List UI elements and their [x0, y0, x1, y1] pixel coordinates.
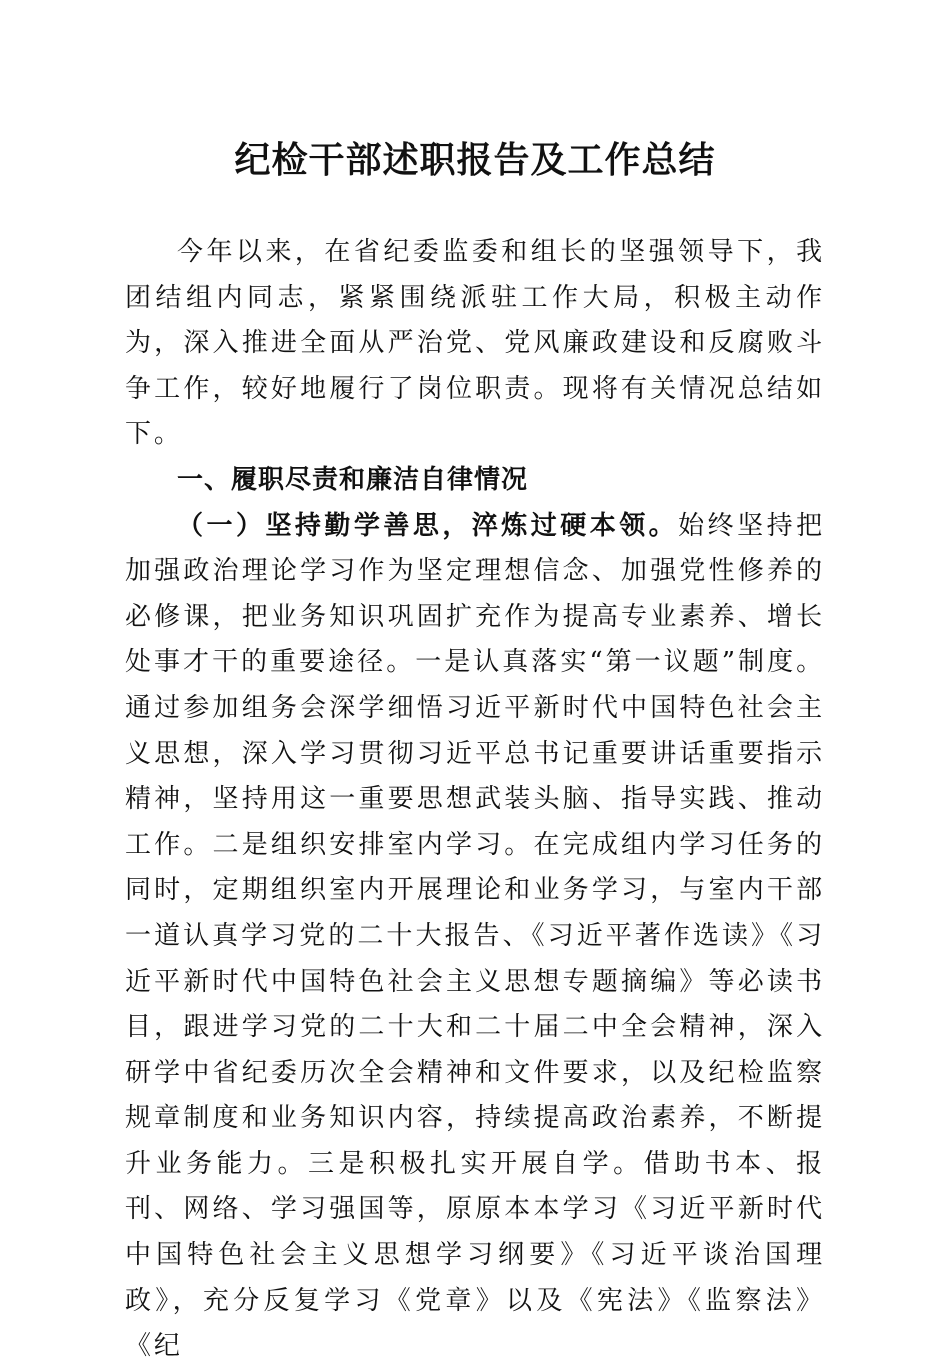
subsection-body: 始终坚持把加强政治理论学习作为坚定理想信念、加强党性修养的必修课，把业务知识巩固扩充作为提高专业素养、增长处事才干的重要途径。一是认真落实“第一议题”制度。通过参加组务会深学细悟习近平新时代中国特色社会主义思想，深入学习贯彻习近平总书记重要讲话重要指示精神，坚持用这一重要思想武装头脑、指导实践、推动工作。二是组织安排室内学习。在完成组内学习任务的同时，定期组织室内开展理论和业务学习，与室内干部一道认真学习党的二十大报告、《习近平著作选读》《习近平新时代中国特色社会主义思想专题摘编》等必读书目，跟进学习党的二十大和二十届二中全会精神，深入研学中省纪委历次全会精神和文件要求，以及纪检监察规章制度和业务知识内容，持续提高政治素养，不断提升业务能力。三是积极扎实开展自学。借助书本、报刊、网络、学习强国等，原原本本学习《习近平新时代中国特色社会主义思想学习纲要》《习近平谈治国理政》，充分反复学习《党章》以及《宪法》《监察法》《纪	[125, 510, 825, 1362]
document-body	[125, 230, 825, 1370]
section-heading: 一、履职尽责和廉洁自律情况	[177, 464, 529, 495]
subsection-heading: （一）坚持勤学善思，淬炼过硬本领。	[177, 510, 679, 541]
intro-paragraph: 今年以来，在省纪委监委和组长的坚强领导下，我团结组内同志，紧紧围绕派驻工作大局，积极主动作为，深入推进全面从严治党、党风廉政建设和反腐败斗争工作，较好地履行了岗位职责。现将有关情况总结如下。	[125, 237, 825, 450]
subsection-paragraph	[125, 504, 825, 1370]
document-title: 纪检干部述职报告及工作总结	[234, 139, 716, 181]
